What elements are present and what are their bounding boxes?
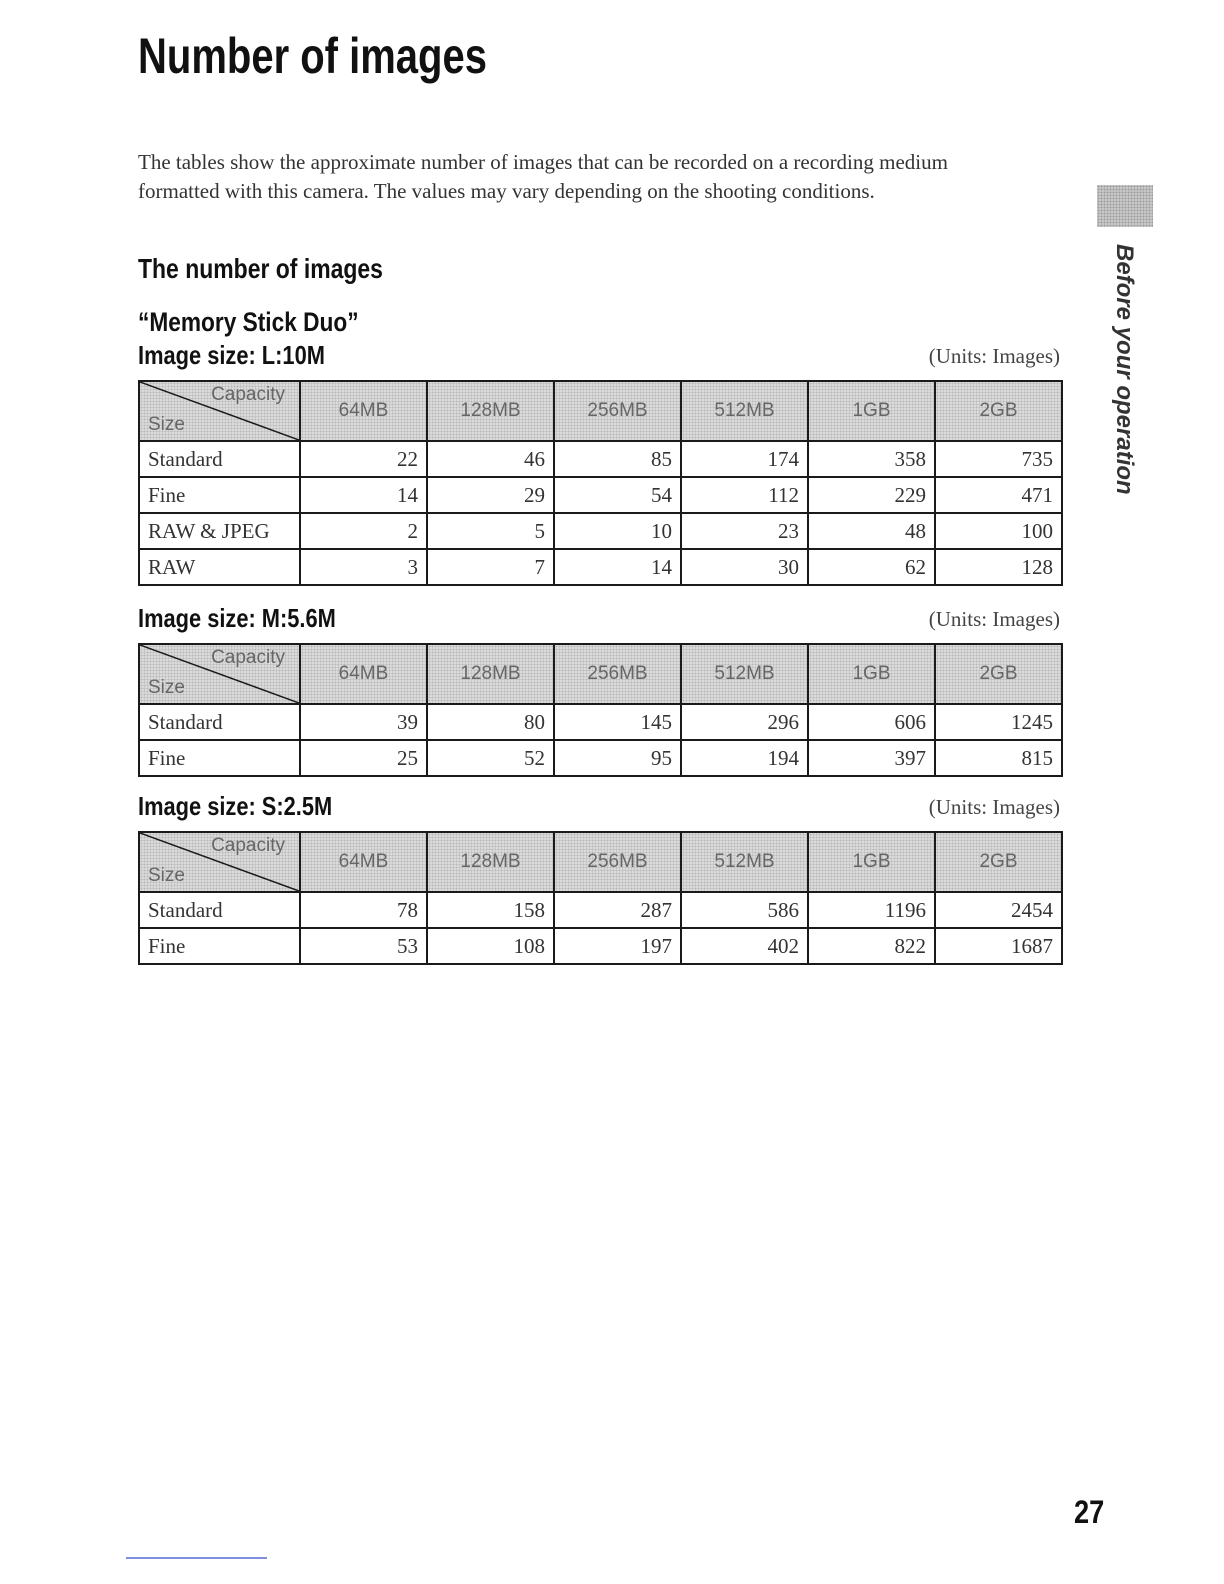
- column-header: 256MB: [554, 381, 681, 441]
- capacity-header: Capacity: [211, 384, 285, 405]
- table-cell: 197: [554, 928, 681, 964]
- table-cell: 10: [554, 513, 681, 549]
- table-cell: 14: [300, 477, 427, 513]
- side-tab-label: Before your operation: [1111, 244, 1138, 495]
- table-cell: 402: [681, 928, 808, 964]
- column-header: 256MB: [554, 832, 681, 892]
- table-cell: 108: [427, 928, 554, 964]
- table-cell: 22: [300, 441, 427, 477]
- column-header: 2GB: [935, 381, 1062, 441]
- column-header: 1GB: [808, 832, 935, 892]
- table-cell: 145: [554, 704, 681, 740]
- table-cell: 815: [935, 740, 1062, 776]
- column-header: 128MB: [427, 832, 554, 892]
- table-header-row: [139, 644, 1062, 704]
- table-cell: 23: [681, 513, 808, 549]
- table-row: [139, 928, 1062, 964]
- column-header: 2GB: [935, 644, 1062, 704]
- table-cell: 85: [554, 441, 681, 477]
- row-label: Fine: [139, 740, 300, 776]
- row-label: RAW & JPEG: [139, 513, 300, 549]
- table-cell: 62: [808, 549, 935, 585]
- table-cell: 52: [427, 740, 554, 776]
- table-cell: 25: [300, 740, 427, 776]
- table-cell: 95: [554, 740, 681, 776]
- table-row: [139, 477, 1062, 513]
- table-cell: 606: [808, 704, 935, 740]
- table-cell: 158: [427, 892, 554, 928]
- column-header: 512MB: [681, 644, 808, 704]
- column-header: 1GB: [808, 644, 935, 704]
- table-header-row: [139, 832, 1062, 892]
- table-cell: 287: [554, 892, 681, 928]
- row-label: Fine: [139, 477, 300, 513]
- size-header: Size: [148, 414, 185, 435]
- table-cell: 80: [427, 704, 554, 740]
- table-cell: 1245: [935, 704, 1062, 740]
- corner-header-cell: [139, 832, 300, 892]
- table-cell: 2454: [935, 892, 1062, 928]
- page-number: 27: [1074, 1494, 1105, 1530]
- units-label-s: (Units: Images): [928, 795, 1060, 819]
- table-row: [139, 513, 1062, 549]
- table-cell: 54: [554, 477, 681, 513]
- table-row: [139, 740, 1062, 776]
- table-cell: 5: [427, 513, 554, 549]
- column-header: 64MB: [300, 832, 427, 892]
- table-cell: 296: [681, 704, 808, 740]
- table-cell: 822: [808, 928, 935, 964]
- row-label: Standard: [139, 704, 300, 740]
- corner-header-cell: [139, 381, 300, 441]
- table-cell: 1196: [808, 892, 935, 928]
- capacity-table-l: [138, 380, 1063, 586]
- column-header: 64MB: [300, 644, 427, 704]
- column-header: 64MB: [300, 381, 427, 441]
- column-header: 128MB: [427, 381, 554, 441]
- column-header: 128MB: [427, 644, 554, 704]
- capacity-table-s: [138, 831, 1063, 965]
- table-cell: 397: [808, 740, 935, 776]
- table-cell: 112: [681, 477, 808, 513]
- table-cell: 39: [300, 704, 427, 740]
- capacity-table-m: [138, 643, 1063, 777]
- size-label-m: Image size: M:5.6M: [138, 603, 336, 633]
- column-header: 256MB: [554, 644, 681, 704]
- corner-header-cell: [139, 644, 300, 704]
- table-cell: 46: [427, 441, 554, 477]
- table-cell: 229: [808, 477, 935, 513]
- units-label-m: (Units: Images): [928, 607, 1060, 631]
- units-label-l: (Units: Images): [928, 344, 1060, 368]
- column-header: 2GB: [935, 832, 1062, 892]
- table-cell: 14: [554, 549, 681, 585]
- table-cell: 1687: [935, 928, 1062, 964]
- size-header: Size: [148, 865, 185, 886]
- table-cell: 7: [427, 549, 554, 585]
- table-cell: 100: [935, 513, 1062, 549]
- table-cell: 174: [681, 441, 808, 477]
- table-cell: 78: [300, 892, 427, 928]
- intro-paragraph: The tables show the approximate number of images that can be recorded on a recording medium formatted with this camera. The values may vary depending on the shooting conditions.: [138, 150, 948, 203]
- row-label: RAW: [139, 549, 300, 585]
- table-row: [139, 704, 1062, 740]
- capacity-header: Capacity: [211, 647, 285, 668]
- capacity-header: Capacity: [211, 835, 285, 856]
- table-cell: 3: [300, 549, 427, 585]
- column-header: 1GB: [808, 381, 935, 441]
- row-label: Standard: [139, 892, 300, 928]
- size-label-l: Image size: L:10M: [138, 340, 325, 370]
- table-row: [139, 441, 1062, 477]
- table-cell: 2: [300, 513, 427, 549]
- table-cell: 194: [681, 740, 808, 776]
- column-header: 512MB: [681, 381, 808, 441]
- footer-rule: [126, 1557, 267, 1559]
- table-cell: 358: [808, 441, 935, 477]
- size-header: Size: [148, 677, 185, 698]
- size-label-s: Image size: S:2.5M: [138, 791, 333, 821]
- row-label: Standard: [139, 441, 300, 477]
- table-cell: 128: [935, 549, 1062, 585]
- table-cell: 29: [427, 477, 554, 513]
- table-cell: 735: [935, 441, 1062, 477]
- table-header-row: [139, 381, 1062, 441]
- section-tab-marker: [1097, 185, 1153, 227]
- section-heading: The number of images: [138, 253, 383, 284]
- page-title: Number of images: [138, 28, 487, 84]
- table-cell: 48: [808, 513, 935, 549]
- table-cell: 53: [300, 928, 427, 964]
- table-cell: 30: [681, 549, 808, 585]
- row-label: Fine: [139, 928, 300, 964]
- table-row: [139, 549, 1062, 585]
- media-heading: “Memory Stick Duo”: [138, 307, 359, 337]
- column-header: 512MB: [681, 832, 808, 892]
- table-cell: 471: [935, 477, 1062, 513]
- table-row: [139, 892, 1062, 928]
- table-cell: 586: [681, 892, 808, 928]
